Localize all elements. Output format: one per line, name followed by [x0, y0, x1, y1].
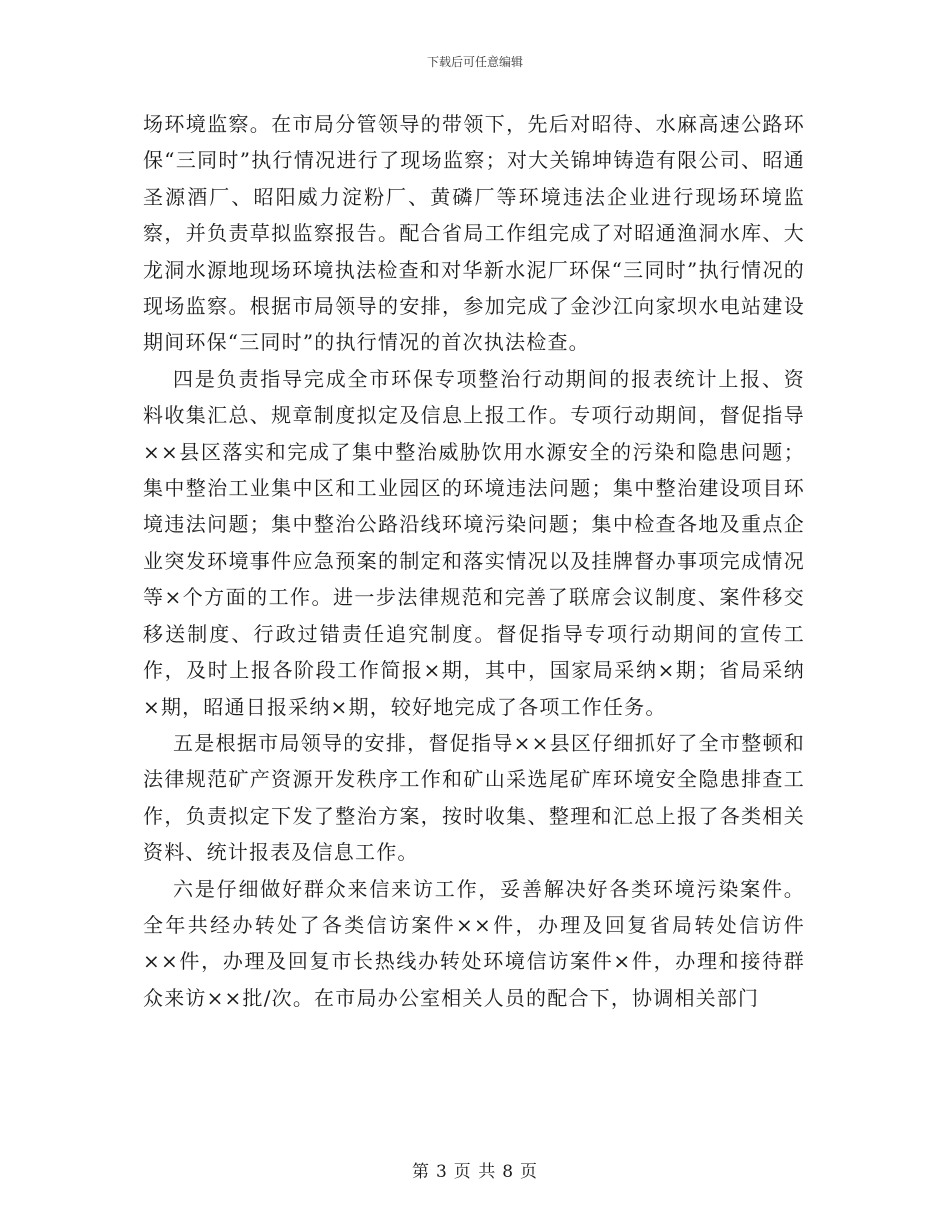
- paragraph-item-five: 五是根据市局领导的安排，督促指导××县区仔细抓好了全市整顿和法律规范矿产资源开发秩序工作和矿山采选尾矿库环境安全隐患排查工作，负责拟定下发了整治方案，按时收集、整理和汇总上报了各类相关资料、统计报表及信息工作。: [143, 730, 805, 865]
- paragraph-item-four: 四是负责指导完成全市环保专项整治行动期间的报表统计上报、资料收集汇总、规章制度拟定及信息上报工作。专项行动期间，督促指导××县区落实和完成了集中整治威胁饮用水源安全的污染和隐患问题；集中整治工业集中区和工业园区的环境违法问题；集中整治建设项目环境违法问题；集中整治公路沿线环境污染问题；集中检查各地及重点企业突发环境事件应急预案的制定和落实情况以及挂牌督办事项完成情况等×个方面的工作。进一步法律规范和完善了联席会议制度、案件移交移送制度、行政过错责任追究制度。督促指导专项行动期间的宣传工作，及时上报各阶段工作简报×期，其中，国家局采纳×期；省局采纳×期，昭通日报采纳×期，较好地完成了各项工作任务。: [143, 366, 805, 719]
- total-pages-number: 8: [502, 1162, 515, 1182]
- current-page-number: 3: [435, 1162, 448, 1182]
- paragraph-item-six: 六是仔细做好群众来信来访工作，妥善解决好各类环境污染案件。全年共经办转处了各类信访案件××件，办理及回复省局转处信访件××件，办理及回复市长热线办转处环境信访案件×件，办理和接待群众来访××批/次。在市局办公室相关人员的配合下，协调相关部门: [143, 876, 805, 1010]
- page-label-prefix: 第: [411, 1162, 430, 1182]
- page-header: 下载后可任意编辑: [426, 55, 523, 69]
- page-footer: [0, 1157, 950, 1182]
- paragraph-continuation: 场环境监察。在市局分管领导的带领下，先后对昭待、水麻高速公路环保“三同时”执行情况进行了现场监察；对大关锦坤铸造有限公司、昭通圣源酒厂、昭阳威力淀粉厂、黄磷厂等环境违法企业进行现场环境监察，并负责草拟监察报告。配合省局工作组完成了对昭通渔洞水库、大龙洞水源地现场环境执法检查和对华新水泥厂环保“三同时”执行情况的现场监察。根据市局领导的安排，参加完成了金沙江向家坝水电站建设期间环保“三同时”的执行情况的首次执法检查。: [143, 112, 805, 355]
- document-body: [143, 106, 805, 1016]
- page-label-suffix: 页: [520, 1162, 539, 1182]
- page-label-middle: 页 共: [453, 1162, 497, 1182]
